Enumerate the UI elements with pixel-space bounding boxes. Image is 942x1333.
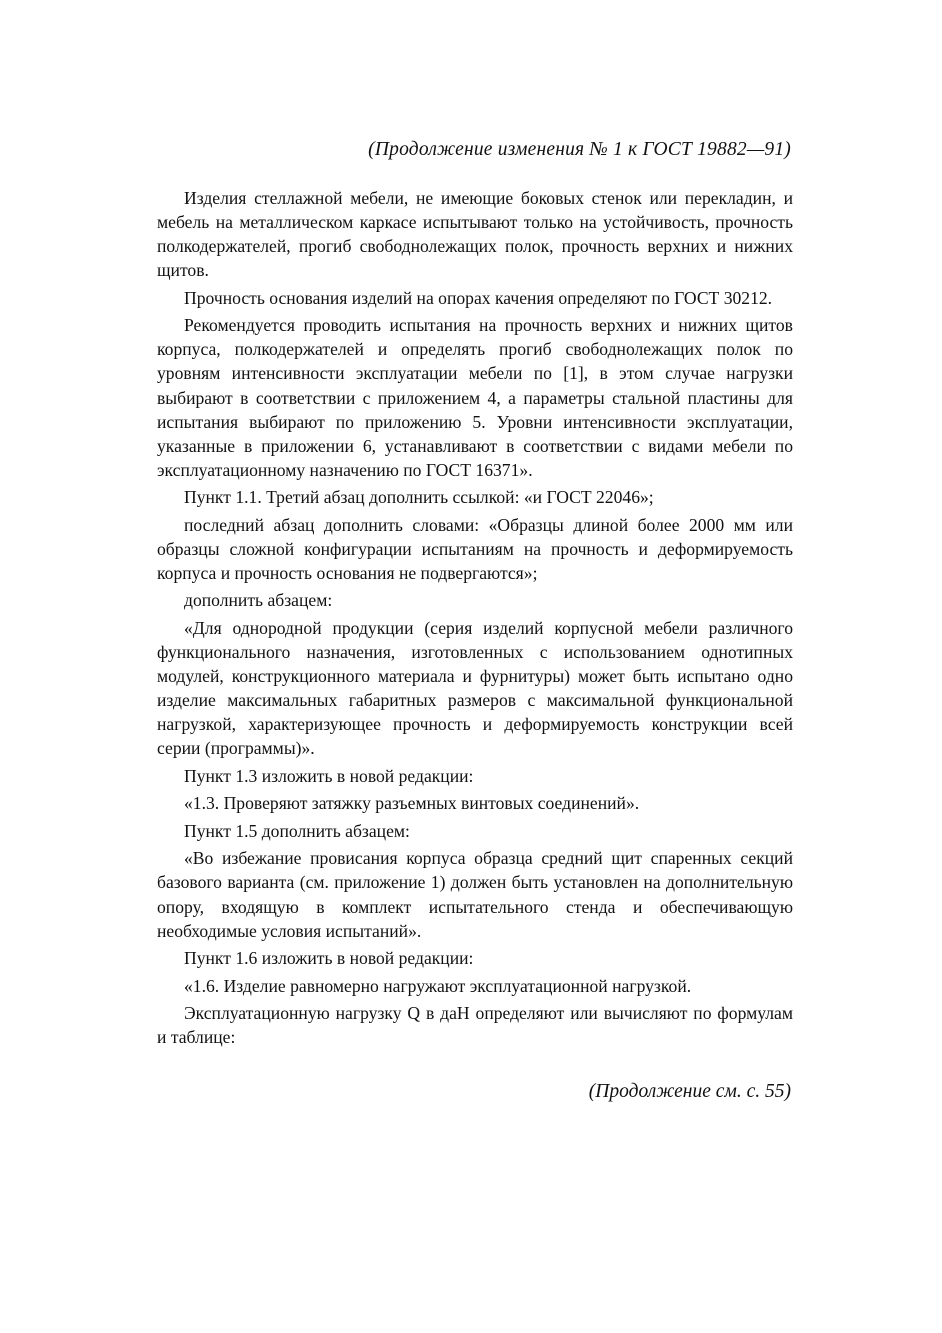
paragraph: Пункт 1.5 дополнить абзацем:: [184, 820, 410, 841]
paragraph: дополнить абзацем:: [184, 590, 333, 611]
paragraph: Пункт 1.3 изложить в новой редакции:: [184, 765, 474, 786]
paragraph: «1.3. Проверяют затяжку разъемных винтовых соединений».: [184, 793, 640, 814]
paragraph: «Для однородной продукции (серия изделий корпусной мебели различного функционального назначения, изготовленных с использованием однотипных модулей, конструкционного материала и фурнитуры) может быть испытано одно изделие максимальных габаритных размеров с максимальной функциональной нагрузкой, характеризующее прочность и деформируемость конструкции всей серии (программы)».: [157, 617, 793, 759]
paragraph: последний абзац дополнить словами: «Образцы длиной более 2000 мм или образцы сложной конфигурации испытаниям на прочность и деформируемость корпуса и прочность основания не подвергаются»;: [157, 514, 793, 583]
paragraph: Рекомендуется проводить испытания на прочность верхних и нижних щитов корпуса, полкодержателей и определять прогиб свободнолежащих полок по уровням интенсивности эксплуатации мебели по [1], в этом случае нагрузки выбирают в соответствии с приложением 4, а параметры стальной пластины для испытания выбирают по приложению 5. Уровни интенсивности эксплуатации, указанные в приложении 6, устанавливают в соответствии с видами мебели по эксплуатационному назначению по ГОСТ 16371».: [157, 315, 793, 480]
body-text: [157, 186, 793, 1053]
paragraph: Эксплуатационную нагрузку Q в даН определяют или вычисляют по формулам и таблице:: [157, 1003, 793, 1048]
paragraph: Пункт 1.6 изложить в новой редакции:: [184, 948, 474, 969]
paragraph: Прочность основания изделий на опорах качения определяют по ГОСТ 30212.: [184, 287, 773, 308]
paragraph: Пункт 1.1. Третий абзац дополнить ссылкой: «и ГОСТ 22046»;: [184, 487, 654, 508]
paragraph: «Во избежание провисания корпуса образца средний щит спаренных секций базового варианта (см. приложение 1) должен быть установлен на дополнительную опору, входящую в комплект испытательного стенда и обеспечивающую необходимые условия испытаний».: [157, 848, 793, 941]
paragraph: «1.6. Изделие равномерно нагружают эксплуатационной нагрузкой.: [184, 975, 692, 996]
continuation-header: (Продолжение изменения № 1 к ГОСТ 19882—91): [368, 139, 791, 160]
continuation-footer: (Продолжение см. с. 55): [588, 1081, 791, 1102]
paragraph: Изделия стеллажной мебели, не имеющие боковых стенок или перекладин, и мебель на металлическом каркасе испытывают только на устойчивость, прочность полкодержателей, прогиб свободнолежащих полок, прочность верхних и нижних щитов.: [157, 188, 793, 281]
